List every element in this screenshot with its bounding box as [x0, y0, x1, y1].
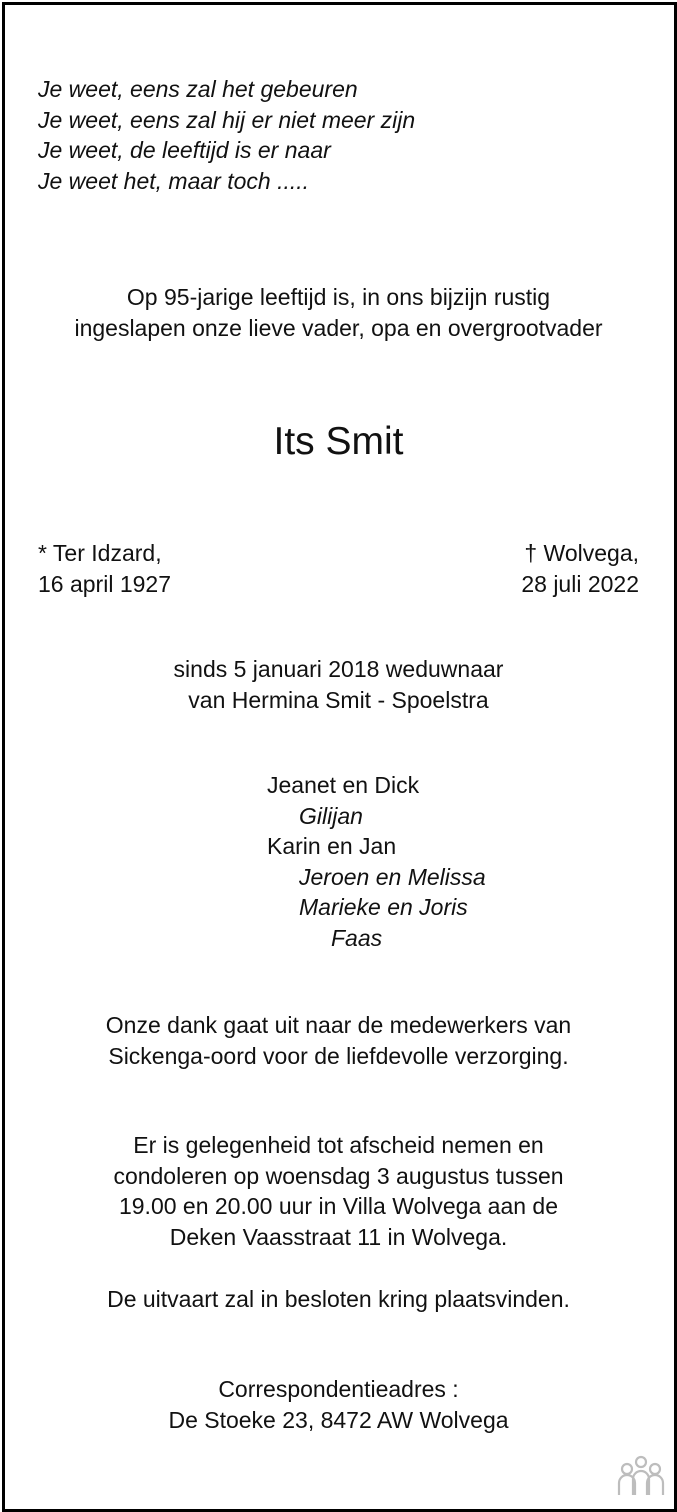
correspondence-address [0, 1374, 677, 1435]
viewing-line: 19.00 en 20.00 uur in Villa Wolvega aan de [118, 1193, 559, 1219]
death-info [521, 538, 639, 599]
intro-text [0, 282, 677, 343]
family-list [267, 770, 486, 953]
poem-line: Je weet, eens zal hij er niet meer zijn [38, 106, 416, 133]
viewing-line: condoleren op woensdag 3 augustus tussen [113, 1162, 564, 1189]
thanks-line: Sickenga-oord voor de liefdevolle verzorging. [108, 1042, 569, 1069]
poem-line: Je weet, eens zal het gebeuren [38, 76, 358, 102]
thanks-line: Onze dank gaat uit naar de medewerkers van [105, 1012, 572, 1038]
family-entry: Marieke en Joris [299, 894, 468, 920]
thanks-text [0, 1010, 677, 1071]
viewing-line: Er is gelegenheid tot afscheid nemen en [133, 1132, 544, 1158]
viewing-text [0, 1130, 677, 1252]
birth-place: * Ter Idzard, [38, 540, 162, 566]
family-group-icon [616, 1455, 666, 1497]
birth-info [38, 538, 171, 599]
funeral-text: De uitvaart zal in besloten kring plaatsvinden. [107, 1286, 570, 1312]
death-place: † Wolvega, [524, 540, 639, 566]
family-entry: Faas [331, 924, 383, 951]
widower-line: van Hermina Smit - Spoelstra [188, 686, 489, 713]
poem-line: Je weet, de leeftijd is er naar [38, 137, 331, 163]
address-label: Correspondentieadres : [218, 1376, 459, 1402]
family-entry: Jeroen en Melissa [299, 863, 486, 890]
intro-line: Op 95-jarige leeftijd is, in ons bijzijn rustig [126, 284, 551, 310]
intro-line: ingeslapen onze lieve vader, opa en overgrootvader [74, 314, 603, 341]
family-entry: Karin en Jan [267, 833, 397, 859]
deceased-name: Its Smit [273, 420, 404, 463]
poem-line: Je weet het, maar toch ..... [38, 167, 310, 194]
family-entry: Gilijan [299, 802, 363, 829]
birth-date: 16 april 1927 [38, 570, 171, 597]
viewing-line: Deken Vaasstraat 11 in Wolvega. [169, 1223, 508, 1250]
family-entry: Jeanet en Dick [267, 772, 420, 798]
address-value: De Stoeke 23, 8472 AW Wolvega [168, 1406, 509, 1433]
widower-line: sinds 5 januari 2018 weduwnaar [173, 656, 504, 682]
death-date: 28 juli 2022 [521, 570, 639, 597]
poem [38, 74, 415, 196]
widower-text [0, 654, 677, 715]
